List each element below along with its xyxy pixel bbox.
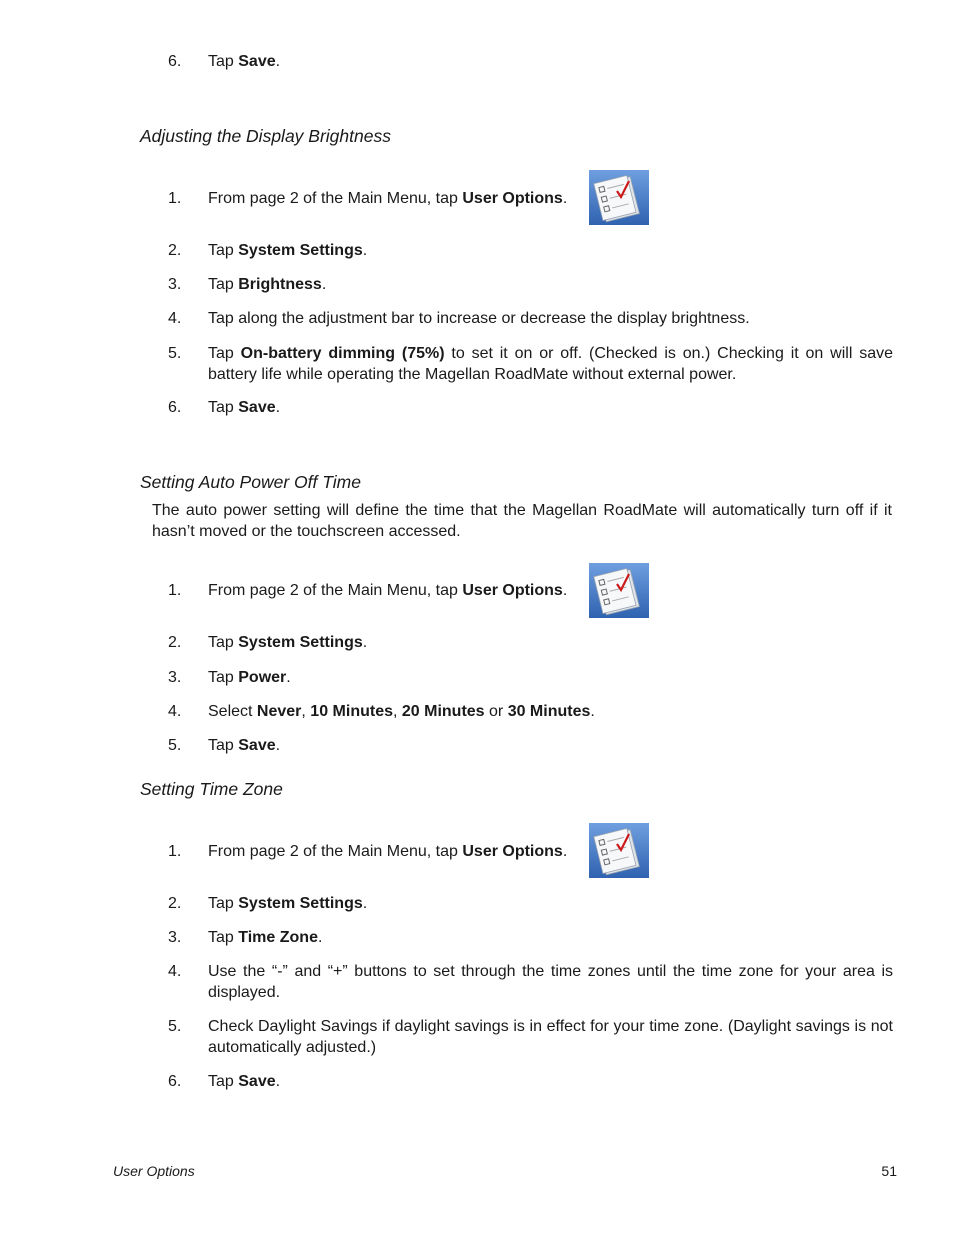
step-text: Tap On-battery dimming (75%) to set it on or off. (Checked is on.) Checking it on will save battery life while operating the Magellan RoadMate without external power. bbox=[208, 345, 894, 383]
step-number: 6. bbox=[168, 53, 182, 70]
step-number: 2. bbox=[168, 634, 182, 651]
step-text: Tap Power. bbox=[208, 669, 291, 686]
step-text: Tap Time Zone. bbox=[208, 929, 323, 946]
step-number: 5. bbox=[168, 345, 182, 362]
step-number: 4. bbox=[168, 310, 182, 327]
footer-section-title: User Options bbox=[113, 1163, 195, 1179]
user-options-icon bbox=[589, 170, 649, 225]
step-text: From page 2 of the Main Menu, tap User Options. bbox=[208, 190, 568, 207]
step-text: Tap along the adjustment bar to increase or decrease the display brightness. bbox=[208, 310, 750, 327]
user-options-icon bbox=[589, 563, 649, 618]
section-heading-brightness: Adjusting the Display Brightness bbox=[140, 126, 391, 146]
step-text: Tap System Settings. bbox=[208, 242, 368, 259]
step-number: 5. bbox=[168, 737, 182, 754]
page-number: 51 bbox=[881, 1163, 897, 1179]
step-text: Tap System Settings. bbox=[208, 634, 368, 651]
step-number: 4. bbox=[168, 963, 182, 980]
section-heading-timezone: Setting Time Zone bbox=[140, 779, 283, 799]
step-number: 3. bbox=[168, 929, 182, 946]
step-number: 2. bbox=[168, 895, 182, 912]
step-number: 1. bbox=[168, 843, 182, 860]
step-text: Tap System Settings. bbox=[208, 895, 368, 912]
power-intro-paragraph: The auto power setting will define the time that the Magellan RoadMate will automatically turn off if it hasn’t moved or the touchscreen accessed. bbox=[152, 502, 892, 540]
step-text: Tap Save. bbox=[208, 399, 281, 416]
step-number: 1. bbox=[168, 582, 182, 599]
step-text: From page 2 of the Main Menu, tap User Options. bbox=[208, 582, 568, 599]
step-text: From page 2 of the Main Menu, tap User Options. bbox=[208, 843, 568, 860]
step-text: Tap Brightness. bbox=[208, 276, 327, 293]
step-number: 5. bbox=[168, 1018, 182, 1035]
step-number: 4. bbox=[168, 703, 182, 720]
step-number: 3. bbox=[168, 669, 182, 686]
step-number: 2. bbox=[168, 242, 182, 259]
step-text: Check Daylight Savings if daylight savings is in effect for your time zone. (Daylight savings is not automatically adjusted.) bbox=[208, 1018, 893, 1056]
step-number: 1. bbox=[168, 190, 182, 207]
user-options-icon bbox=[589, 823, 649, 878]
step-number: 6. bbox=[168, 1073, 182, 1090]
section-heading-power: Setting Auto Power Off Time bbox=[140, 472, 361, 492]
step-number: 3. bbox=[168, 276, 182, 293]
step-text: Tap Save. bbox=[208, 1073, 281, 1090]
step-text: Tap Save. bbox=[208, 53, 281, 70]
step-number: 6. bbox=[168, 399, 182, 416]
step-text: Use the “-” and “+” buttons to set through the time zones until the time zone for your area is displayed. bbox=[208, 963, 893, 1001]
step-text: Select Never, 10 Minutes, 20 Minutes or 30 Minutes. bbox=[208, 703, 595, 720]
step-text: Tap Save. bbox=[208, 737, 281, 754]
